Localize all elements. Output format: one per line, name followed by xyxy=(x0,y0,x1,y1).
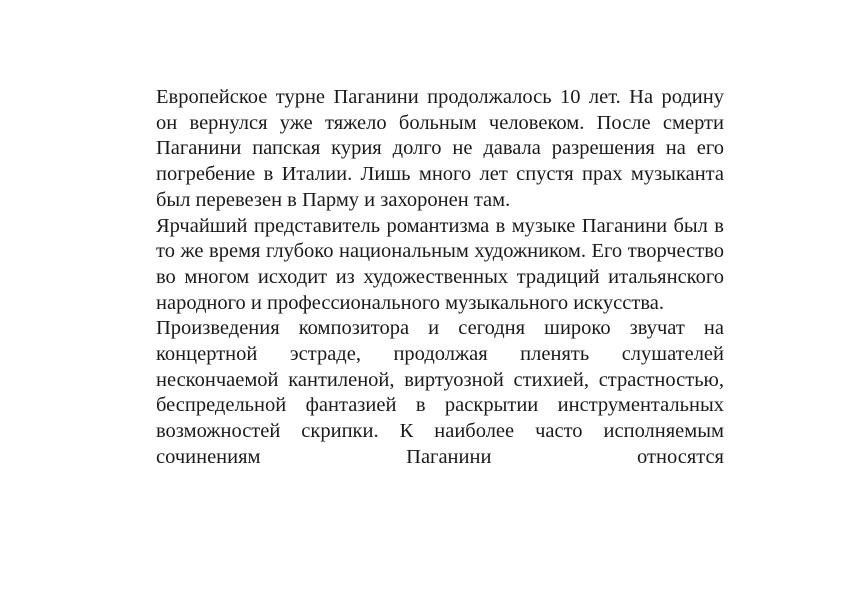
paragraph-tour: Европейское турне Паганини продолжалось 10 лет. На родину он вернулся уже тяжело больным человеком. После смерти Паганини папская курия долго не давала разрешения на его погребение в Италии. Лишь много лет спустя прах музыканта был перевезен в Парму и захоронен там. xyxy=(156,86,724,211)
body-text xyxy=(156,85,724,471)
paragraph-works: Произведения композитора и сегодня широко звучат на концертной эстраде, продолжая пленять слушателей нескончаемой кантиленой, виртуозной стихией, страстностью, беспредельной фантазией в раскрытии инструментальных возможностей скрипки. К наиболее часто исполняемым сочинениям Паганини относятся xyxy=(156,317,724,468)
paragraph-romanticism: Ярчайший представитель романтизма в музыке Паганини был в то же время глубоко национальным художником. Его творчество во многом исходит из художественных традиций итальянского народного и профессионального музыкального искусства. xyxy=(156,214,724,314)
